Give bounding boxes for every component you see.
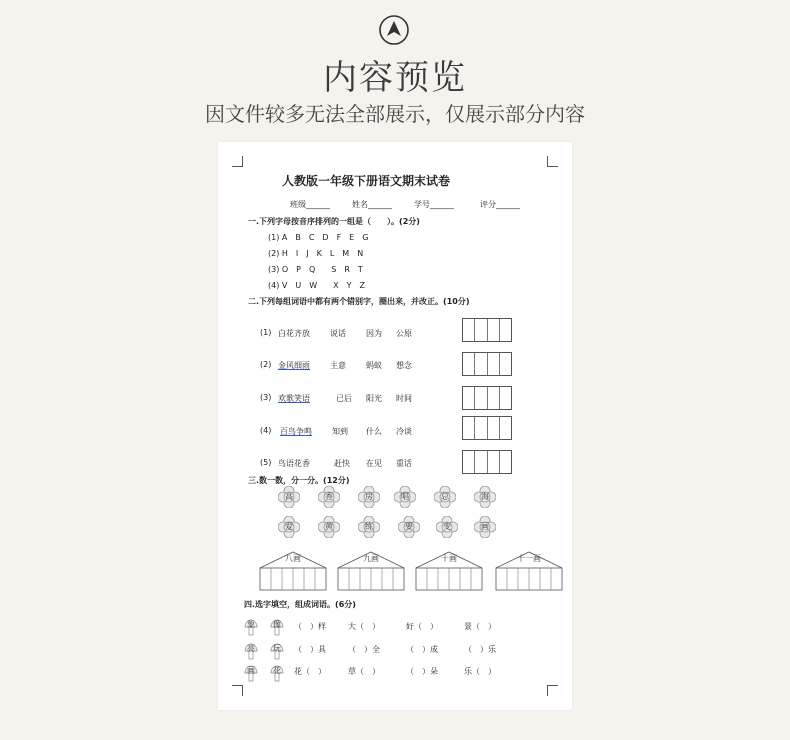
- mushroom-character: 象: [244, 618, 258, 636]
- mushroom-character: 亮: [244, 642, 258, 660]
- mushroom-character: 花: [270, 664, 284, 682]
- fill-blank: （ ）具: [294, 645, 326, 654]
- section1-item: (2) H I J K L M N: [268, 249, 364, 258]
- exam-title: 人教版一年级下册语文期末试卷: [282, 174, 451, 188]
- stroke-count-house: 十画: [414, 550, 484, 592]
- flower-character: 香: [318, 486, 340, 508]
- section1-item: (4) V U W X Y Z: [268, 281, 365, 290]
- preview-arrow-icon: [378, 14, 410, 46]
- document-preview: 人教版一年级下册语文期末试卷 班级______ 姓名______ 学号______ 评分______ 一.下列字母按音序排列的一组是（ ）。(2分) (1) A B C D F E G (2) H I J K L M N (3) O P Q S R T (4) V U W X Y Z 二.下列每组词语中都有两个错别字，圈出来，并改正。(10分) (1) 白花齐放 说话 因为 公原 (2) 金风细雨 主意 蚂蚁 想念 (3) 欢歌笑语 已后 阳光 时间 (4) 百鸟争鸣 知到 什么 冷谈 (5) 鸟语花香 赶快 在见 重话 三.数一数，分一分。(12分) 高 香 房 唱 总 海 爱 黄 练 要 变 画 八画 九画 十画 十一画 四.选字填空，组成词语。(6分) 象 像 （ ）样 大（ ） 好（ ） 景（ ） 亮 玩 （ ）具 （ ）全 （ ）成 （ ）乐 画 花 花（ ） 草（ ） （ ）朵 乐（ ）: [218, 142, 572, 710]
- answer-box: [462, 450, 512, 474]
- flower-character: 爱: [278, 516, 300, 538]
- flower-character: 练: [358, 516, 380, 538]
- info-score: 评分______: [480, 200, 520, 209]
- answer-box: [462, 386, 512, 410]
- flower-character: 画: [474, 516, 496, 538]
- answer-box: [462, 352, 512, 376]
- stroke-count-house: 十一画: [494, 550, 564, 592]
- stroke-count-house: 九画: [336, 550, 406, 592]
- answer-box: [462, 416, 512, 440]
- fill-blank: （ ）乐: [464, 645, 496, 654]
- section1-item: (1) A B C D F E G: [268, 233, 369, 242]
- flower-character: 变: [436, 516, 458, 538]
- fill-blank: （ ）全: [348, 645, 380, 654]
- section4-heading: 四.选字填空，组成词语。(6分): [244, 600, 356, 609]
- flower-character: 黄: [318, 516, 340, 538]
- stroke-count-house: 八画: [258, 550, 328, 592]
- section3-heading: 三.数一数，分一分。(12分): [248, 476, 350, 485]
- page-corner: [547, 685, 558, 696]
- section1-heading: 一.下列字母按音序排列的一组是（ ）。(2分): [248, 217, 420, 226]
- fill-blank: 乐（ ）: [464, 667, 496, 676]
- fill-blank: （ ）样: [294, 622, 326, 631]
- section1-item: (3) O P Q S R T: [268, 265, 363, 274]
- mushroom-character: 画: [244, 664, 258, 682]
- page-title: 内容预览: [323, 58, 467, 98]
- info-name: 姓名______: [352, 200, 392, 209]
- mushroom-character: 玩: [270, 642, 284, 660]
- fill-blank: 大（ ）: [348, 622, 380, 631]
- info-number: 学号______: [414, 200, 454, 209]
- flower-character: 唱: [394, 486, 416, 508]
- fill-blank: 花（ ）: [294, 667, 326, 676]
- mushroom-character: 像: [270, 618, 284, 636]
- fill-blank: 好（ ）: [406, 622, 438, 631]
- fill-blank: （ ）朵: [406, 667, 438, 676]
- flower-character: 房: [358, 486, 380, 508]
- page-corner: [232, 685, 243, 696]
- flower-character: 高: [278, 486, 300, 508]
- answer-box: [462, 318, 512, 342]
- page-corner: [547, 156, 558, 167]
- fill-blank: 景（ ）: [464, 622, 496, 631]
- fill-blank: 草（ ）: [348, 667, 380, 676]
- fill-blank: （ ）成: [406, 645, 438, 654]
- flower-character: 海: [474, 486, 496, 508]
- section2-heading: 二.下列每组词语中都有两个错别字，圈出来，并改正。(10分): [248, 297, 470, 306]
- info-class: 班级______: [290, 200, 330, 209]
- page-corner: [232, 156, 243, 167]
- flower-character: 要: [398, 516, 420, 538]
- page-subtitle: 因文件较多无法全部展示，仅展示部分内容: [205, 102, 585, 126]
- flower-character: 总: [434, 486, 456, 508]
